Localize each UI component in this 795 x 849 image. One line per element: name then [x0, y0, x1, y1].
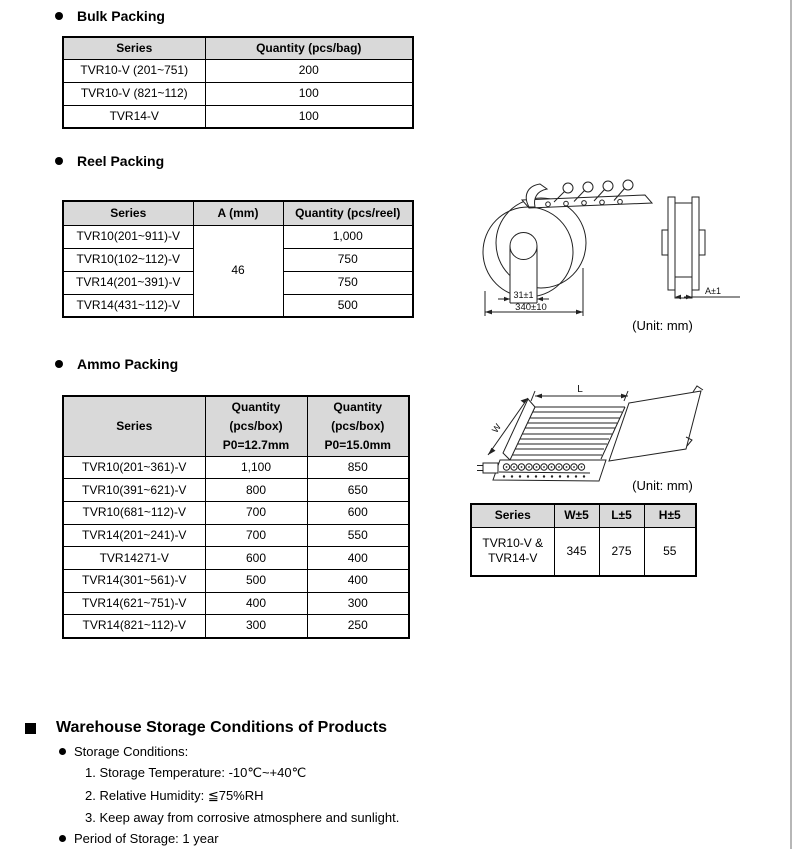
series-cell: TVR14271-V — [63, 547, 205, 570]
series-cell: TVR10(201~361)-V — [63, 456, 205, 479]
qty-cell: 750 — [283, 271, 413, 294]
qty-cell: 400 — [307, 569, 409, 592]
col-header-qty-15-0 — [307, 396, 409, 456]
series-cell: TVR14(431~112)-V — [63, 294, 193, 317]
qty-cell: 650 — [307, 479, 409, 502]
header-line: P0=12.7mm — [222, 437, 290, 452]
header-line: Quantity — [231, 399, 281, 414]
col-header-qty: Quantity (pcs/reel) — [283, 201, 413, 225]
series-cell: TVR10(681~112)-V — [63, 501, 205, 524]
qty-cell: 500 — [205, 569, 307, 592]
period-of-storage-item — [59, 831, 219, 846]
period-of-storage-label: Period of Storage: 1 year — [74, 831, 219, 846]
series-cell: TVR10(391~621)-V — [63, 479, 205, 502]
qty-cell: 400 — [205, 592, 307, 615]
series-cell: TVR10(102~112)-V — [63, 248, 193, 271]
series-cell: TVR10-V (821~112) — [63, 82, 205, 105]
col-header-series: Series — [63, 396, 205, 456]
qty-cell: 600 — [205, 547, 307, 570]
header-line: Quantity — [333, 399, 383, 414]
section-title-reel: Reel Packing — [77, 153, 165, 169]
series-cell: TVR14(301~561)-V — [63, 569, 205, 592]
series-cell: TVR14(821~112)-V — [63, 615, 205, 638]
series-cell: TVR10(201~911)-V — [63, 225, 193, 248]
w-cell: 345 — [554, 527, 599, 576]
table-row — [63, 524, 409, 547]
qty-cell: 850 — [307, 456, 409, 479]
col-header-series: Series — [471, 504, 554, 527]
bullet-icon — [55, 157, 63, 165]
qty-cell: 600 — [307, 501, 409, 524]
col-header-a-mm: A (mm) — [193, 201, 283, 225]
reel-drawing — [470, 175, 795, 340]
bullet-icon — [59, 835, 66, 842]
table-row — [63, 592, 409, 615]
bullet-icon — [55, 12, 63, 20]
series-cell — [471, 527, 554, 576]
col-header-series: Series — [63, 201, 193, 225]
qty-cell: 750 — [283, 248, 413, 271]
table-header-row — [471, 504, 696, 527]
warehouse-title: Warehouse Storage Conditions of Products — [56, 719, 387, 736]
table-header-row — [63, 396, 409, 456]
bullet-icon — [55, 360, 63, 368]
dim-reel-width-label: A±1 — [705, 286, 721, 296]
table-row — [63, 479, 409, 502]
qty-cell: 700 — [205, 524, 307, 547]
section-warehouse-heading — [25, 719, 387, 737]
qty-cell: 1,000 — [283, 225, 413, 248]
series-cell: TVR10-V (201~751) — [63, 59, 205, 82]
header-line: P0=15.0mm — [324, 437, 391, 452]
col-header-w: W±5 — [554, 504, 599, 527]
col-header-series: Series — [63, 37, 205, 59]
qty-cell: 100 — [205, 82, 413, 105]
table-header-row — [63, 201, 413, 225]
section-reel-packing-heading — [55, 153, 164, 169]
col-header-qty: Quantity (pcs/bag) — [205, 37, 413, 59]
table-row — [63, 569, 409, 592]
qty-cell: 250 — [307, 615, 409, 638]
series-cell: TVR14-V — [63, 105, 205, 128]
table-row — [63, 501, 409, 524]
col-header-h: H±5 — [644, 504, 696, 527]
col-header-qty-12-7 — [205, 396, 307, 456]
series-cell: TVR14(621~751)-V — [63, 592, 205, 615]
table-row — [63, 105, 413, 128]
table-row — [63, 456, 409, 479]
table-row — [471, 527, 696, 576]
table-header-row — [63, 37, 413, 59]
series-cell: TVR14(201~391)-V — [63, 271, 193, 294]
series-cell: TVR14(201~241)-V — [63, 524, 205, 547]
bulk-packing-table — [62, 36, 414, 129]
reel-packing-table — [62, 200, 414, 318]
dim-length-label: L — [577, 384, 583, 395]
qty-cell: 800 — [205, 479, 307, 502]
ammo-packing-table — [62, 395, 410, 639]
table-row — [63, 59, 413, 82]
qty-cell: 300 — [205, 615, 307, 638]
qty-cell: 400 — [307, 547, 409, 570]
header-line: (pcs/box) — [331, 418, 385, 433]
section-bulk-packing-heading — [55, 8, 165, 24]
page-edge-line — [790, 0, 792, 849]
table-row — [63, 547, 409, 570]
square-bullet-icon — [25, 723, 36, 734]
header-line: (pcs/box) — [229, 418, 283, 433]
section-ammo-packing-heading — [55, 356, 178, 372]
qty-cell: 550 — [307, 524, 409, 547]
reel-unit-label: (Unit: mm) — [632, 318, 693, 333]
qty-cell: 1,100 — [205, 456, 307, 479]
section-title-bulk: Bulk Packing — [77, 8, 165, 24]
series-line: TVR14-V — [488, 551, 538, 566]
qty-cell: 700 — [205, 501, 307, 524]
storage-condition-2: 2. Relative Humidity: ≦75%RH — [85, 788, 264, 803]
storage-condition-3: 3. Keep away from corrosive atmosphere and sunlight. — [85, 810, 400, 825]
h-cell: 55 — [644, 527, 696, 576]
section-title-ammo: Ammo Packing — [77, 356, 179, 372]
dim-outer-diameter-label: 340±10 — [515, 302, 547, 313]
table-row — [63, 225, 413, 248]
qty-cell: 500 — [283, 294, 413, 317]
col-header-l: L±5 — [599, 504, 644, 527]
table-row — [63, 615, 409, 638]
a-value-cell: 46 — [193, 225, 283, 317]
bullet-icon — [59, 748, 66, 755]
qty-cell: 100 — [205, 105, 413, 128]
series-line: TVR10-V & — [482, 536, 544, 551]
l-cell: 275 — [599, 527, 644, 576]
qty-cell: 200 — [205, 59, 413, 82]
ammo-size-table — [470, 503, 697, 577]
storage-conditions-item — [59, 744, 188, 759]
storage-condition-1: 1. Storage Temperature: -10℃~+40℃ — [85, 765, 307, 780]
dim-width-label: W — [490, 421, 504, 435]
table-row — [63, 82, 413, 105]
storage-conditions-label: Storage Conditions: — [74, 744, 189, 759]
dim-hub-width-label: 31±1 — [513, 290, 534, 300]
ammo-unit-label: (Unit: mm) — [632, 478, 693, 493]
qty-cell: 300 — [307, 592, 409, 615]
